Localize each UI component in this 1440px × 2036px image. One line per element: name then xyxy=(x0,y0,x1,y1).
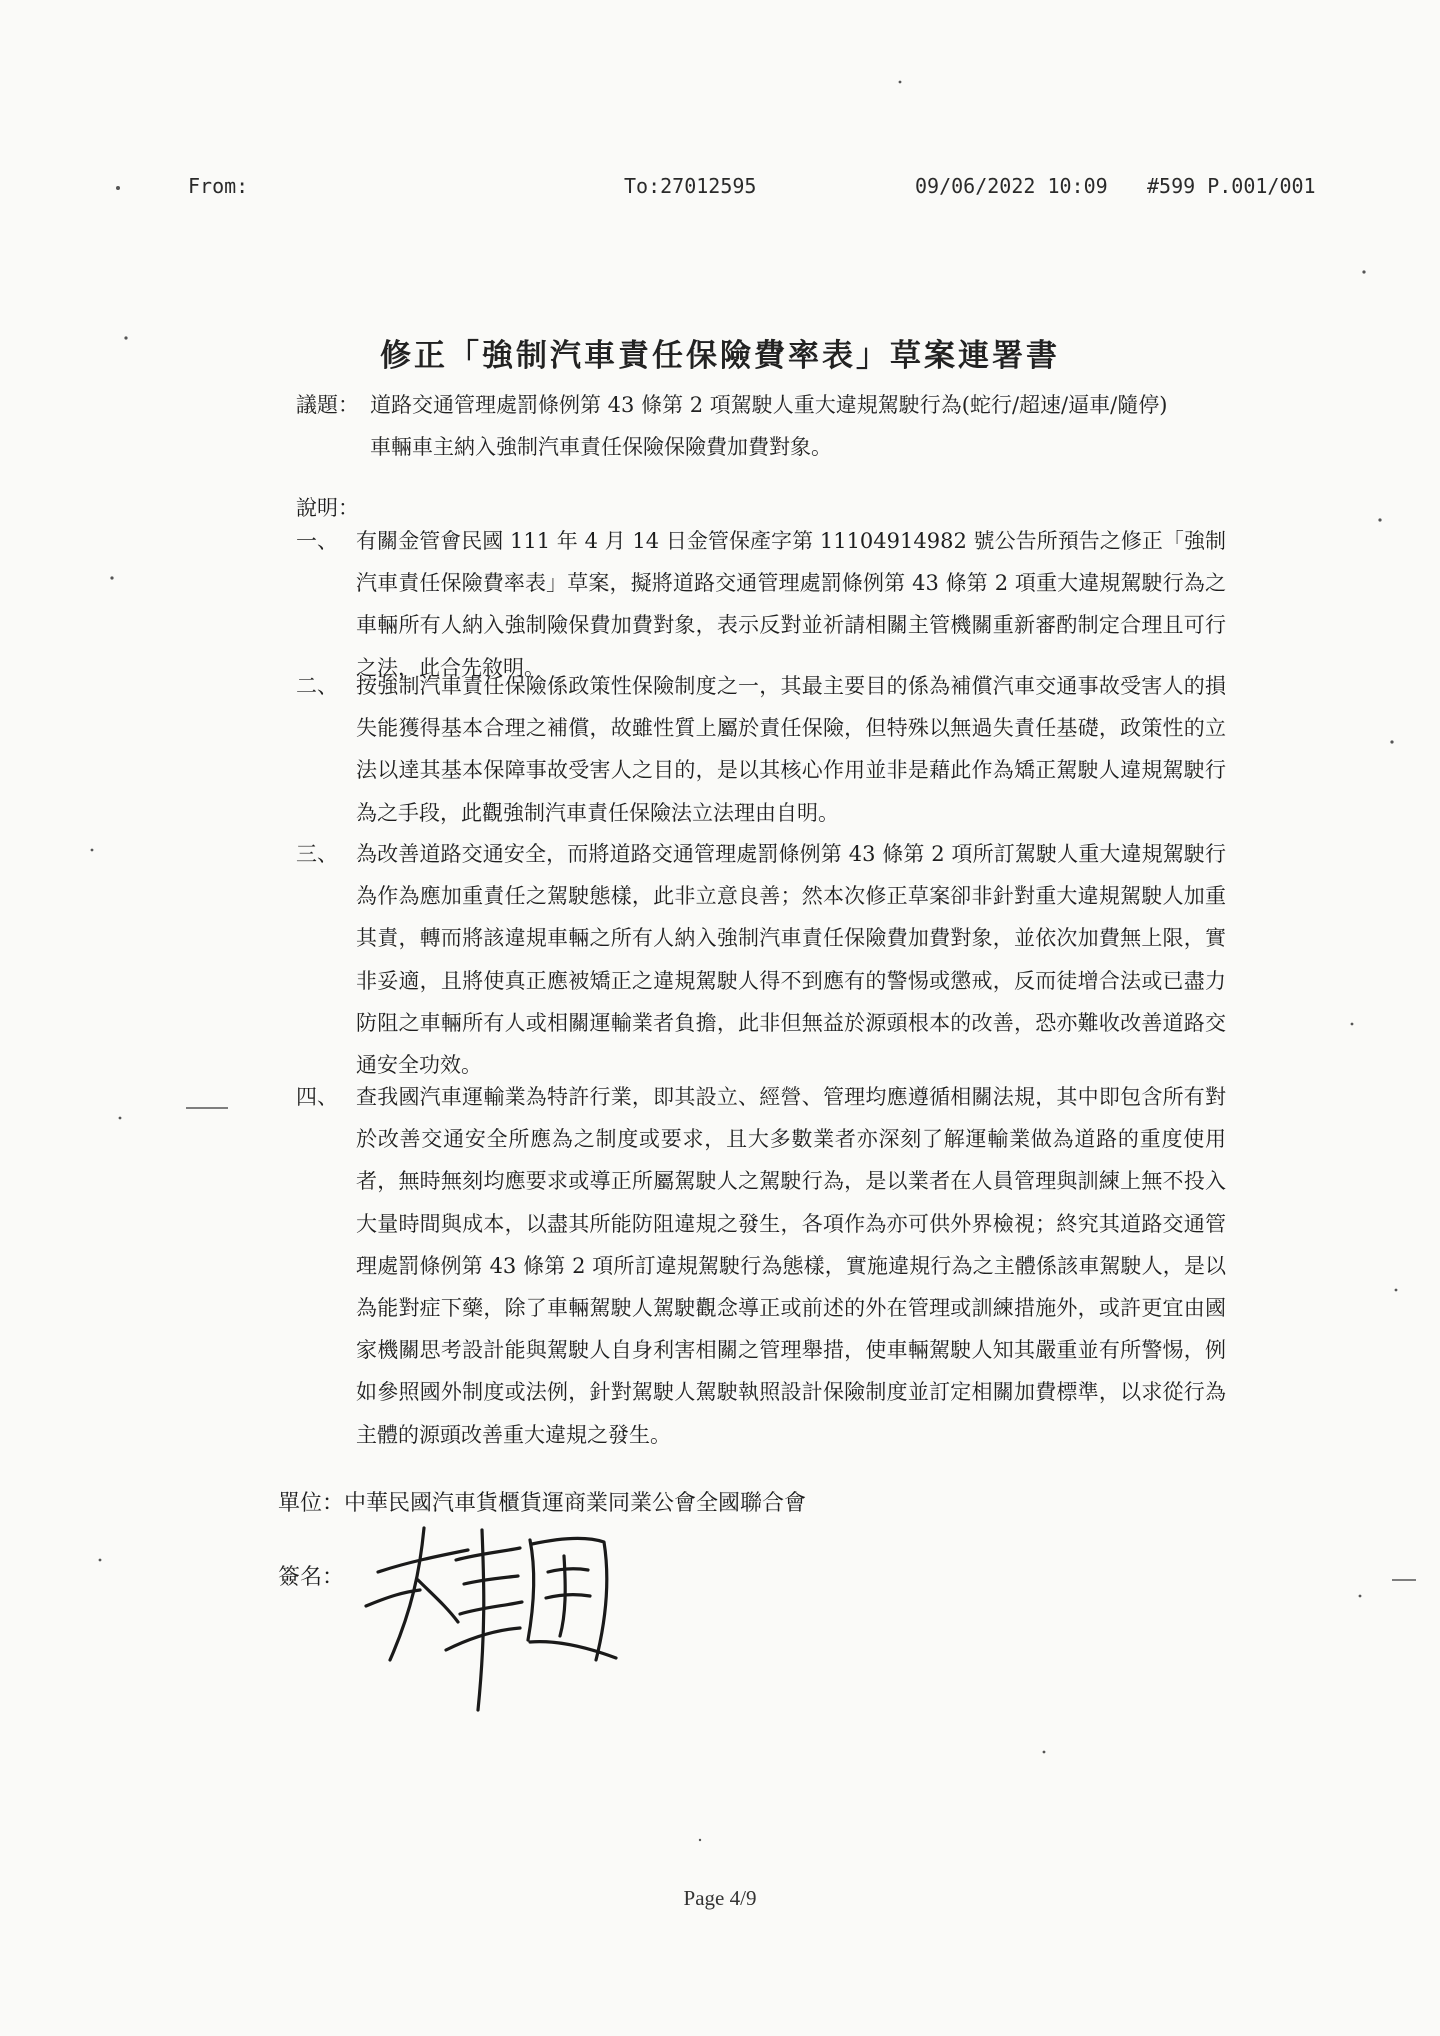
section-text: 為改善道路交通安全，而將道路交通管理處罰條例第 43 條第 2 項所訂駕駛人重大違規駕駛行為作為應加重責任之駕駛態樣，此非立意良善；然本次修正草案卻非針對重大違規駕駛人加重其責，轉而將該違規車輛之所有人納入強制汽車責任保險費加費對象，並依次加費無上限，實非妥適，且將使真正應被矯正之違規駕駛人得不到應有的警惕或懲戒，反而徒增合法或已盡力防阻之車輛所有人或相關運輸業者負擔，此非但無益於源頭根本的改善，恐亦難收改善道路交通安全功效。 xyxy=(356,842,1226,1078)
section-text: 按強制汽車責任保險係政策性保險制度之一，其最主要目的係為補償汽車交通事故受害人的損失能獲得基本合理之補償，故雖性質上屬於責任保險，但特殊以無過失責任基礎，政策性的立法以達其基本保障事故受害人之目的，是以其核心作用並非是藉此作為矯正駕駛人違規駕駛行為之手段，此觀強制汽車責任保險法立法理由自明。 xyxy=(356,674,1226,825)
section-3 xyxy=(296,833,1226,1086)
section-number: 四、 xyxy=(296,1085,338,1109)
fax-datetime: 09/06/2022 10:09 xyxy=(915,174,1108,198)
section-number: 三、 xyxy=(296,842,338,866)
fax-header xyxy=(0,174,1440,210)
signature-label: 簽名： xyxy=(278,1565,345,1590)
document-title: 修正「強制汽車責任保險費率表」草案連署書 xyxy=(380,338,1060,374)
subject-label: 議題： xyxy=(296,393,359,417)
section-2 xyxy=(296,665,1226,834)
explanation-label: 說明： xyxy=(296,496,359,520)
section-text: 查我國汽車運輸業為特許行業，即其設立、經營、管理均應遵循相關法規，其中即包含所有對於改善交通安全所應為之制度或要求，且大多數業者亦深刻了解運輸業做為道路的重度使用者，無時無刻均應要求或導正所屬駕駛人之駕駛行為，是以業者在人員管理與訓練上無不投入大量時間與成本，以盡其所能防阻違規之發生，各項作為亦可供外界檢視；終究其道路交通管理處罰條例第 43 條第 2 項所訂違規駕駛行為態樣，實施違規行為之主體係該車駕駛人，是以為能對症下藥，除了車輛駕駛人駕駛觀念導正或前述的外在管理或訓練措施外，或許更宜由國家機關思考設計能與駕駛人自身利害相關之管理舉措，使車輛駕駛人知其嚴重並有所警惕，例如參照國外制度或法例，針對駕駛人駕駛執照設計保險制度並訂定相關加費標準，以求從行為主體的源頭改善重大違規之發生。 xyxy=(356,1085,1226,1447)
section-4 xyxy=(296,1076,1226,1456)
fax-page-info: #599 P.001/001 xyxy=(1147,174,1316,198)
fax-from: From: xyxy=(188,174,249,198)
page-footer: Page 4/9 xyxy=(683,1886,757,1910)
subject-block xyxy=(296,384,1176,468)
subject-text: 道路交通管理處罰條例第 43 條第 2 項駕駛人重大違規駕駛行為(蛇行/超速/逼車/隨停)車輛車主納入強制汽車責任保險保險費加費對象。 xyxy=(370,393,1168,459)
unit-label: 單位： xyxy=(278,1491,345,1516)
unit-value: 中華民國汽車貨櫃貨運商業同業公會全國聯合會 xyxy=(344,1491,807,1516)
section-number: 二、 xyxy=(296,674,338,698)
section-text: 有關金管會民國 111 年 4 月 14 日金管保產字第 11104914982 號公告所預告之修正「強制汽車責任保險費率表」草案，擬將道路交通管理處罰條例第 43 條第 2 項重大違規駕駛行為之車輛所有人納入強制險保費加費對象，表示反對並祈請相關主管機關重新審酌制定合理且可行之法，此合先敘明。 xyxy=(356,529,1226,680)
fax-to-number: To:27012595 xyxy=(624,174,757,198)
section-1 xyxy=(296,520,1226,689)
handwritten-signature xyxy=(360,1510,660,1720)
section-number: 一、 xyxy=(296,529,338,553)
